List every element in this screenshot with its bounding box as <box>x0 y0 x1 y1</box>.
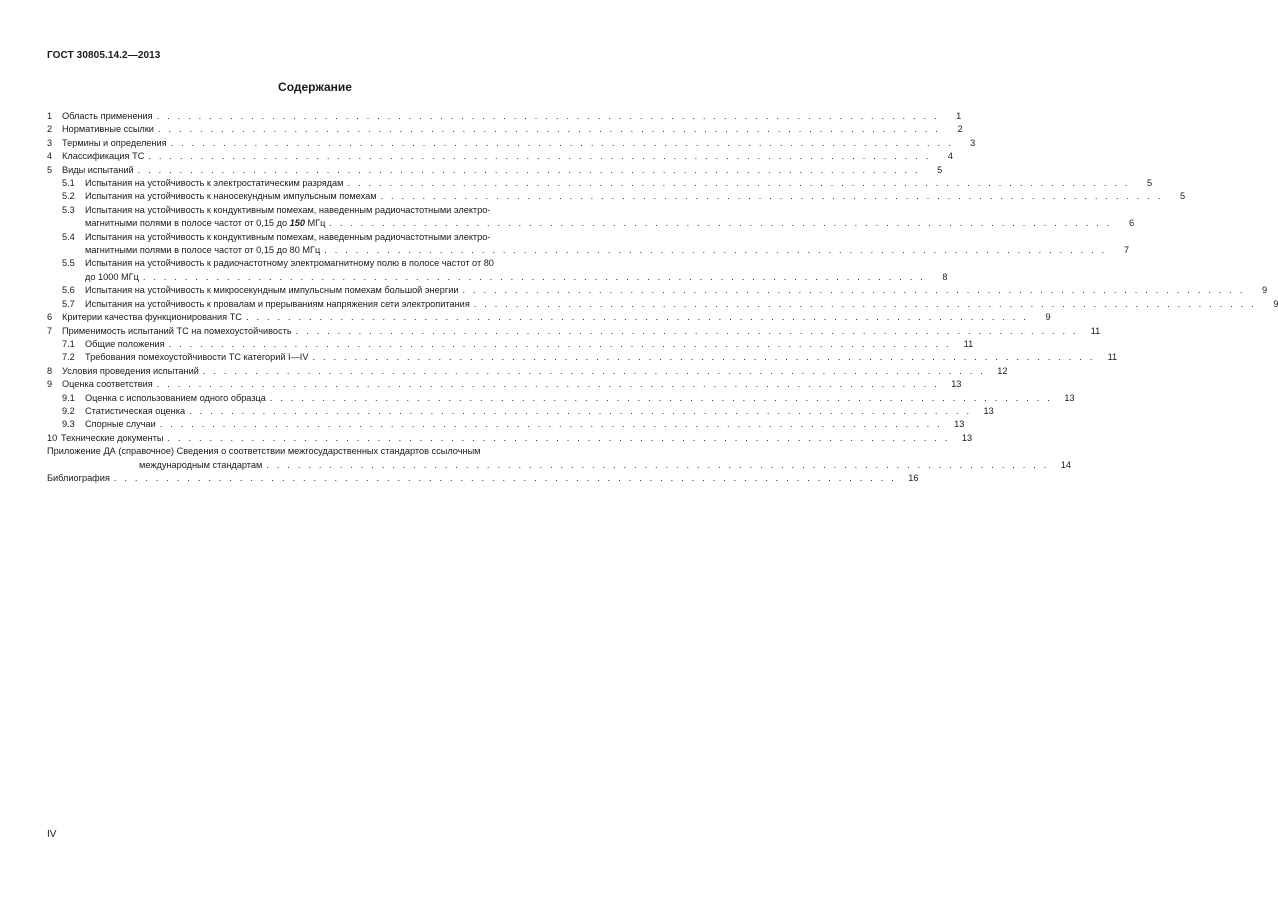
toc-page: 16 <box>908 472 919 483</box>
toc-text: Термины и определения <box>62 137 167 148</box>
toc-leader: . . . . . . . . . . . . . . . . . . . . . . . . . . . . . . . . . . . . . . . . . . . . . . . . . . . . . . . . . . . . . . . . . . . . . . . . . . . <box>148 151 931 162</box>
toc-number: 2 <box>47 124 53 135</box>
toc-entry-9-2[interactable] <box>47 405 994 418</box>
toc-leader: . . . . . . . . . . . . . . . . . . . . . . . . . . . . . . . . . . . . . . . . . . . . . . . . . . . . . . . . . . . . . . . . . . . . . . . . . . . <box>156 379 940 390</box>
toc-leader: . . . . . . . . . . . . . . . . . . . . . . . . . . . . . . . . . . . . . . . . . . . . . . . . . . . . . . . . . . . . . . . . . . . . . . . . . . . <box>269 392 1053 403</box>
toc-text: Критерии качества функционирования ТС <box>62 312 242 323</box>
toc-page: 13 <box>1064 392 1075 403</box>
toc-page: 11 <box>1090 325 1101 336</box>
toc-leader: . . . . . . . . . . . . . . . . . . . . . . . . . . . . . . . . . . . . . . . . . . . . . . . . . . . . . . . . . . . . . . . . . . . . . . . . . . . <box>329 218 1113 229</box>
toc-leader: . . . . . . . . . . . . . . . . . . . . . . . . . . . . . . . . . . . . . . . . . . . . . . . . . . . . . . . . . . . . . . . . . . . . . . . . . . . <box>113 472 897 483</box>
toc-number: 5.2 <box>62 191 75 202</box>
toc-leader: . . . . . . . . . . . . . . . . . . . . . . . . . . . . . . . . . . . . . . . . . . . . . . . . . . . . . . . . . . . . . . . . . . . . . . . . . . . <box>167 432 951 443</box>
toc-number: 9.2 <box>62 405 75 416</box>
toc-number: 4 <box>47 151 53 162</box>
toc-leader: . . . . . . . . . . . . . . . . . . . . . . . . . . . . . . . . . . . . . . . . . . . . . . . . . . . . . . . . . . . . . . . . . . . . . . . . . . . <box>157 124 941 135</box>
toc-number: 3 <box>47 137 53 148</box>
toc-page: 1 <box>956 111 962 121</box>
toc-leader: . . . . . . . . . . . . . . . . . . . . . . . . . . . . . . . . . . . . . . . . . . . . . . . . . . . . . . . . . . . . . . . . . . . . . . . . . . . <box>473 298 1257 309</box>
toc-number: 5.3 <box>62 204 75 215</box>
toc-text: Оценка соответствия <box>62 379 153 390</box>
toc-text-line2: до 1000 МГц <box>85 271 139 282</box>
toc-entry-4[interactable] <box>47 150 953 163</box>
toc-leader: . . . . . . . . . . . . . . . . . . . . . . . . . . . . . . . . . . . . . . . . . . . . . . . . . . . . . . . . . . . . . . . . . . . . . . . . . . . <box>295 325 1079 336</box>
toc-page: 9 <box>1045 312 1051 323</box>
toc-entry-10[interactable] <box>47 432 973 445</box>
toc-text-line1: Испытания на устойчивость к радиочастотному электромагнитному полю в полосе частот от 80 <box>85 258 494 269</box>
toc-text: Оценка с использованием одного образца <box>85 392 266 403</box>
toc-entry-7-1[interactable] <box>47 338 974 351</box>
toc-number: 5.5 <box>62 258 75 269</box>
toc-page: 14 <box>1060 459 1071 470</box>
toc-text: Испытания на устойчивость к электростатическим разрядам <box>85 178 344 189</box>
toc-page: 13 <box>983 405 994 416</box>
document-header: ГОСТ 30805.14.2—2013 <box>47 50 161 61</box>
toc-text-line1: Приложение ДА (справочное) Сведения о соответствии межгосударственных стандартов ссылочным <box>47 446 481 457</box>
toc-entry-1[interactable] <box>47 110 962 123</box>
toc-text: Классификация ТС <box>62 151 145 162</box>
toc-leader: . . . . . . . . . . . . . . . . . . . . . . . . . . . . . . . . . . . . . . . . . . . . . . . . . . . . . . . . . . . . . . . . . . . . . . . . . . . <box>245 312 1029 323</box>
toc-text: Библиография <box>47 472 110 483</box>
toc-number: 7.1 <box>62 338 75 349</box>
toc-page: 9 <box>1273 298 1278 309</box>
toc-page: 7 <box>1123 245 1129 256</box>
toc-leader: . . . . . . . . . . . . . . . . . . . . . . . . . . . . . . . . . . . . . . . . . . . . . . . . . . . . . . . . . . . . . . . . . . . . . . . . . . . <box>202 365 986 376</box>
toc-page: 4 <box>947 151 953 162</box>
toc-number: 5.4 <box>62 231 75 242</box>
toc-text: Требования помехоустойчивости ТС категорий I—IV <box>85 352 309 363</box>
toc-page: 6 <box>1128 218 1135 229</box>
toc-number: 9.1 <box>62 392 75 403</box>
toc-entry-3[interactable] <box>47 137 976 150</box>
toc-number: 6 <box>47 312 53 323</box>
toc-leader: . . . . . . . . . . . . . . . . . . . . . . . . . . . . . . . . . . . . . . . . . . . . . . . . . . . . . . . . . . . . . . . . . . . . . . . . . . . <box>137 164 921 175</box>
toc-number: 8 <box>47 365 53 376</box>
toc-number: 5.7 <box>62 298 75 309</box>
toc-number: 7 <box>47 325 53 336</box>
table-of-contents <box>47 110 1278 485</box>
toc-text: Испытания на устойчивость к наносекундным импульсным помехам <box>85 191 377 202</box>
toc-entry-9-3[interactable] <box>47 418 965 431</box>
toc-text: Испытания на устойчивость к микросекундным импульсным помехам большой энергии <box>85 285 459 296</box>
toc-page: 13 <box>951 379 962 390</box>
toc-entry-6[interactable] <box>47 311 1051 324</box>
toc-leader: . . . . . . . . . . . . . . . . . . . . . . . . . . . . . . . . . . . . . . . . . . . . . . . . . . . . . . . . . . . . . . . . . . . . . . . . . . . <box>170 137 954 148</box>
toc-text: Общие положения <box>85 338 165 349</box>
toc-text: Применимость испытаний ТС на помехоустойчивость <box>62 325 292 336</box>
toc-entry-appendix-da[interactable] <box>47 445 1071 472</box>
toc-number: 5.1 <box>62 178 75 189</box>
toc-entry-5-4[interactable] <box>47 231 1129 258</box>
toc-page: 3 <box>970 137 976 148</box>
toc-leader: . . . . . . . . . . . . . . . . . . . . . . . . . . . . . . . . . . . . . . . . . . . . . . . . . . . . . . . . . . . . . . . . . . . . . . . . . . . <box>156 111 940 121</box>
toc-entry-bibliography[interactable] <box>47 472 919 485</box>
toc-leader: . . . . . . . . . . . . . . . . . . . . . . . . . . . . . . . . . . . . . . . . . . . . . . . . . . . . . . . . . . . . . . . . . . . . . . . . . . . <box>347 178 1131 189</box>
toc-number: 9.3 <box>62 419 75 430</box>
toc-page: 11 <box>1107 352 1118 363</box>
toc-text: Условия проведения испытаний <box>62 365 199 376</box>
toc-number: 7.2 <box>62 352 75 363</box>
toc-text: Спорные случаи <box>85 419 156 430</box>
page-number: IV <box>47 829 57 840</box>
toc-entry-9-1[interactable] <box>47 392 1075 405</box>
toc-number: 5 <box>47 164 53 175</box>
toc-page: 9 <box>1261 285 1268 296</box>
toc-page: 12 <box>997 365 1008 376</box>
toc-page: 13 <box>954 419 965 430</box>
toc-page: 13 <box>961 432 973 443</box>
toc-number: 10 <box>47 432 58 443</box>
toc-text-line2: международным стандартам <box>139 459 263 470</box>
toc-text-line2: магнитными полями в полосе частот от 0,15 до 80 МГц <box>85 245 321 256</box>
toc-entry-7[interactable] <box>47 325 1101 338</box>
toc-text: Нормативные ссылки <box>62 124 154 135</box>
toc-text: Статистическая оценка <box>85 405 186 416</box>
toc-entry-5-7[interactable] <box>47 298 1278 311</box>
toc-number: 5.6 <box>62 285 75 296</box>
toc-entry-5[interactable] <box>47 164 943 177</box>
toc-entry-5-6[interactable] <box>47 284 1268 297</box>
toc-entry-5-5[interactable] <box>47 257 948 284</box>
toc-entry-7-2[interactable] <box>47 351 1118 364</box>
toc-text: Испытания на устойчивость к провалам и прерываниям напряжения сети электропитания <box>85 298 470 309</box>
toc-page: 5 <box>1147 178 1153 189</box>
toc-page: 5 <box>1180 191 1186 202</box>
toc-text-line2: магнитными полями в полосе частот от 0,15 до 150 МГц <box>85 218 326 229</box>
toc-entry-5-2[interactable] <box>47 190 1186 203</box>
toc-leader: . . . . . . . . . . . . . . . . . . . . . . . . . . . . . . . . . . . . . . . . . . . . . . . . . . . . . . . . . . . . . . . . . . . . . . . . . . . <box>189 405 972 416</box>
toc-entry-5-3[interactable] <box>47 204 1135 231</box>
toc-entry-5-1[interactable] <box>47 177 1153 190</box>
toc-leader: . . . . . . . . . . . . . . . . . . . . . . . . . . . . . . . . . . . . . . . . . . . . . . . . . . . . . . . . . . . . . . . . . . . . . . . . . . . <box>324 245 1107 256</box>
toc-number: 9 <box>47 379 53 390</box>
toc-leader: . . . . . . . . . . . . . . . . . . . . . . . . . . . . . . . . . . . . . . . . . . . . . . . . . . . . . . . . . . . . . . . . . . . . . . . . . . . <box>159 419 943 430</box>
toc-page: 11 <box>963 338 974 349</box>
toc-leader: . . . . . . . . . . . . . . . . . . . . . . . . . . . . . . . . . . . . . . . . . . . . . . . . . . . . . . . . . . . . . . . . . . . . . . . . . . . <box>142 271 926 282</box>
toc-leader: . . . . . . . . . . . . . . . . . . . . . . . . . . . . . . . . . . . . . . . . . . . . . . . . . . . . . . . . . . . . . . . . . . . . . . . . . . . <box>168 338 952 349</box>
toc-leader: . . . . . . . . . . . . . . . . . . . . . . . . . . . . . . . . . . . . . . . . . . . . . . . . . . . . . . . . . . . . . . . . . . . . . . . . . . . <box>462 285 1246 296</box>
toc-entry-9[interactable] <box>47 378 962 391</box>
toc-page: 8 <box>942 271 948 282</box>
toc-number: 1 <box>47 111 53 121</box>
toc-text: Технические документы <box>61 432 164 443</box>
toc-title: Содержание <box>278 80 352 94</box>
toc-page: 2 <box>957 124 963 135</box>
toc-text: Виды испытаний <box>62 164 134 175</box>
toc-page: 5 <box>937 164 943 175</box>
toc-entry-2[interactable] <box>47 123 963 136</box>
toc-leader: . . . . . . . . . . . . . . . . . . . . . . . . . . . . . . . . . . . . . . . . . . . . . . . . . . . . . . . . . . . . . . . . . . . . . . . . . . . <box>380 191 1164 202</box>
toc-leader: . . . . . . . . . . . . . . . . . . . . . . . . . . . . . . . . . . . . . . . . . . . . . . . . . . . . . . . . . . . . . . . . . . . . . . . . . . . <box>312 352 1096 363</box>
toc-text: Область применения <box>62 111 153 121</box>
toc-entry-8[interactable] <box>47 365 1008 378</box>
toc-text-line1: Испытания на устойчивость к кондуктивным помехам, наведенным радиочастотными электро- <box>85 231 491 242</box>
toc-leader: . . . . . . . . . . . . . . . . . . . . . . . . . . . . . . . . . . . . . . . . . . . . . . . . . . . . . . . . . . . . . . . . . . . . . . . . . . . <box>266 459 1049 470</box>
toc-text-line1: Испытания на устойчивость к кондуктивным помехам, наведенным радиочастотными электро- <box>85 204 491 215</box>
